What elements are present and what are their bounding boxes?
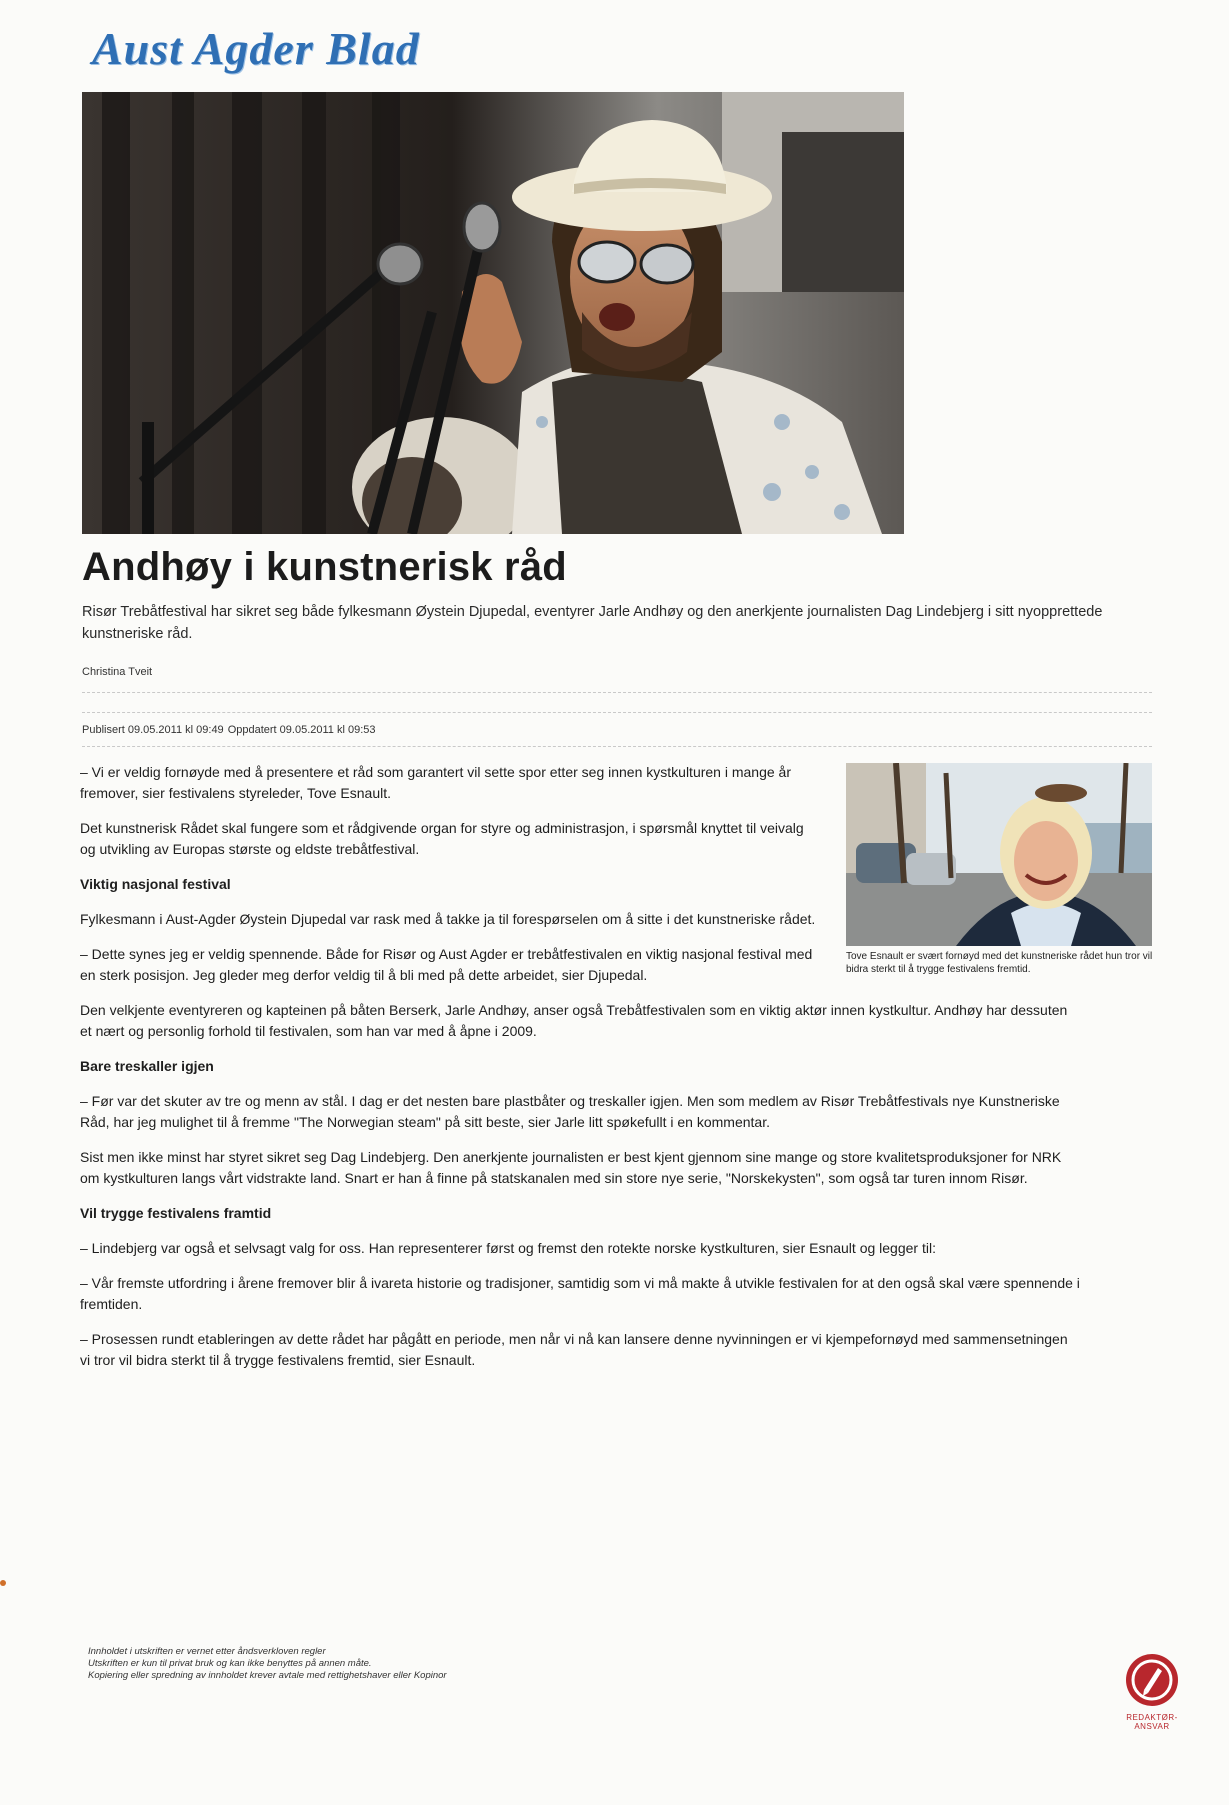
paragraph: – Vi er veldig fornøyde med å presentere et råd som garantert vil sette spor etter seg innen kystkulturen i mange år fremover, sier festivalens styreleder, Tove Esnault.: [80, 764, 791, 801]
copyright-line: Innholdet i utskriften er vernet etter åndsverkloven regler: [88, 1646, 326, 1657]
updated-date: Oppdatert 09.05.2011 kl 09:53: [227, 724, 376, 736]
copyright-line: Utskriften er kun til privat bruk og kan ikke benyttes på annen måte.: [88, 1658, 372, 1669]
section-heading: Vil trygge festivalens framtid: [80, 1205, 272, 1221]
section-heading: Viktig nasjonal festival: [80, 876, 231, 892]
paragraph: Fylkesmann i Aust-Agder Øystein Djupedal var rask med å takke ja til forespørselen om å sitte i det kunstneriske rådet.: [80, 911, 816, 927]
editor-responsibility-badge: [1117, 1652, 1187, 1731]
paragraph: Det kunstnerisk Rådet skal fungere som et rådgivende organ for styre og administrasjon, i spørsmål knyttet til veivalg og utvikling av Europas største og eldste trebåtfestival.: [80, 820, 804, 857]
section-heading: Bare treskaller igjen: [80, 1058, 214, 1074]
divider: [82, 746, 1152, 747]
paragraph: – Lindebjerg var også et selvsagt valg for oss. Han representerer først og fremst den rotekte norske kystkulturen, sier Esnault og legger til:: [80, 1240, 936, 1256]
badge-label: REDAKTØR-: [1126, 1713, 1178, 1722]
photo-caption: Tove Esnault er svært fornøyd med det kunstneriske rådet hun tror vil bidra sterkt til å trygge festivalens fremtid.: [846, 951, 1153, 975]
divider: [82, 692, 1152, 693]
badge-label: ANSVAR: [1134, 1722, 1170, 1731]
masthead-logo: Aust Agder Blad: [92, 23, 420, 74]
paragraph: Sist men ikke minst har styret sikret seg Dag Lindebjerg. Den anerkjente journalisten er best kjent gjennom sine mange og store kvalitetsproduksjoner for NRK om kystkulturen langs vårt vidstrakte land. Snart er han å finne på statskanalen med sin store nye serie, "Norskekysten", som også tar turen innom Risør.: [80, 1149, 1062, 1186]
article-title: Andhøy i kunstnerisk råd: [82, 545, 567, 589]
copyright-line: Kopiering eller spredning av innholdet krever avtale med rettighetshaver eller Kopinor: [88, 1670, 447, 1681]
paragraph: – Dette synes jeg er veldig spennende. Både for Risør og Aust Agder er trebåtfestivalen en viktig nasjonal festival med en sterk posisjon. Jeg gleder meg derfor veldig til å bli med på dette arbeidet, sier Djupedal.: [80, 946, 813, 983]
side-photo: [846, 763, 1152, 946]
paragraph: – Prosessen rundt etableringen av dette rådet har pågått en periode, men når vi nå kan lansere denne nyvinningen er vi kjempefornøyd med sammensetningen vi tror vil bidra sterkt til å trygge festivalens fremtid, sier Esnault.: [80, 1331, 1068, 1368]
copyright-note: [88, 1646, 447, 1682]
published-date: Publisert 09.05.2011 kl 09:49: [82, 724, 224, 736]
paragraph: – Vår fremste utfordring i årene fremover blir å ivareta historie og tradisjoner, samtidig som vi må makte å utvikle festivalen for at den også skal være spennende i fremtiden.: [80, 1275, 1080, 1312]
publish-dates: [82, 724, 379, 736]
paragraph: – Før var det skuter av tre og menn av stål. I dag er det nesten bare plastbåter og treskaller igjen. Men som medlem av Risør Trebåtfestivals nye Kunstneriske Råd, har jeg mulighet til å fremme "The Norwegian steam" på sitt beste, sier Jarle litt spøkefullt i en kommentar.: [80, 1093, 1060, 1130]
print-speck: [0, 1580, 6, 1586]
author-name: Christina Tveit: [82, 666, 153, 678]
divider: [82, 712, 1152, 713]
pen-seal-icon: [1124, 1652, 1180, 1708]
article-lead: Risør Trebåtfestival har sikret seg både fylkesmann Øystein Djupedal, eventyrer Jarle Andhøy og den anerkjente journalisten Dag Lindebjerg i sitt nyopprettede kunstneriske råd.: [82, 604, 1103, 642]
paragraph: Den velkjente eventyreren og kapteinen på båten Berserk, Jarle Andhøy, anser også Trebåtfestivalen som en viktig aktør innen kystkultur. Andhøy har dessuten et nært og personlig forhold til festivalen, som han var med å åpne i 2009.: [80, 1002, 1068, 1039]
hero-photo: [82, 92, 904, 534]
